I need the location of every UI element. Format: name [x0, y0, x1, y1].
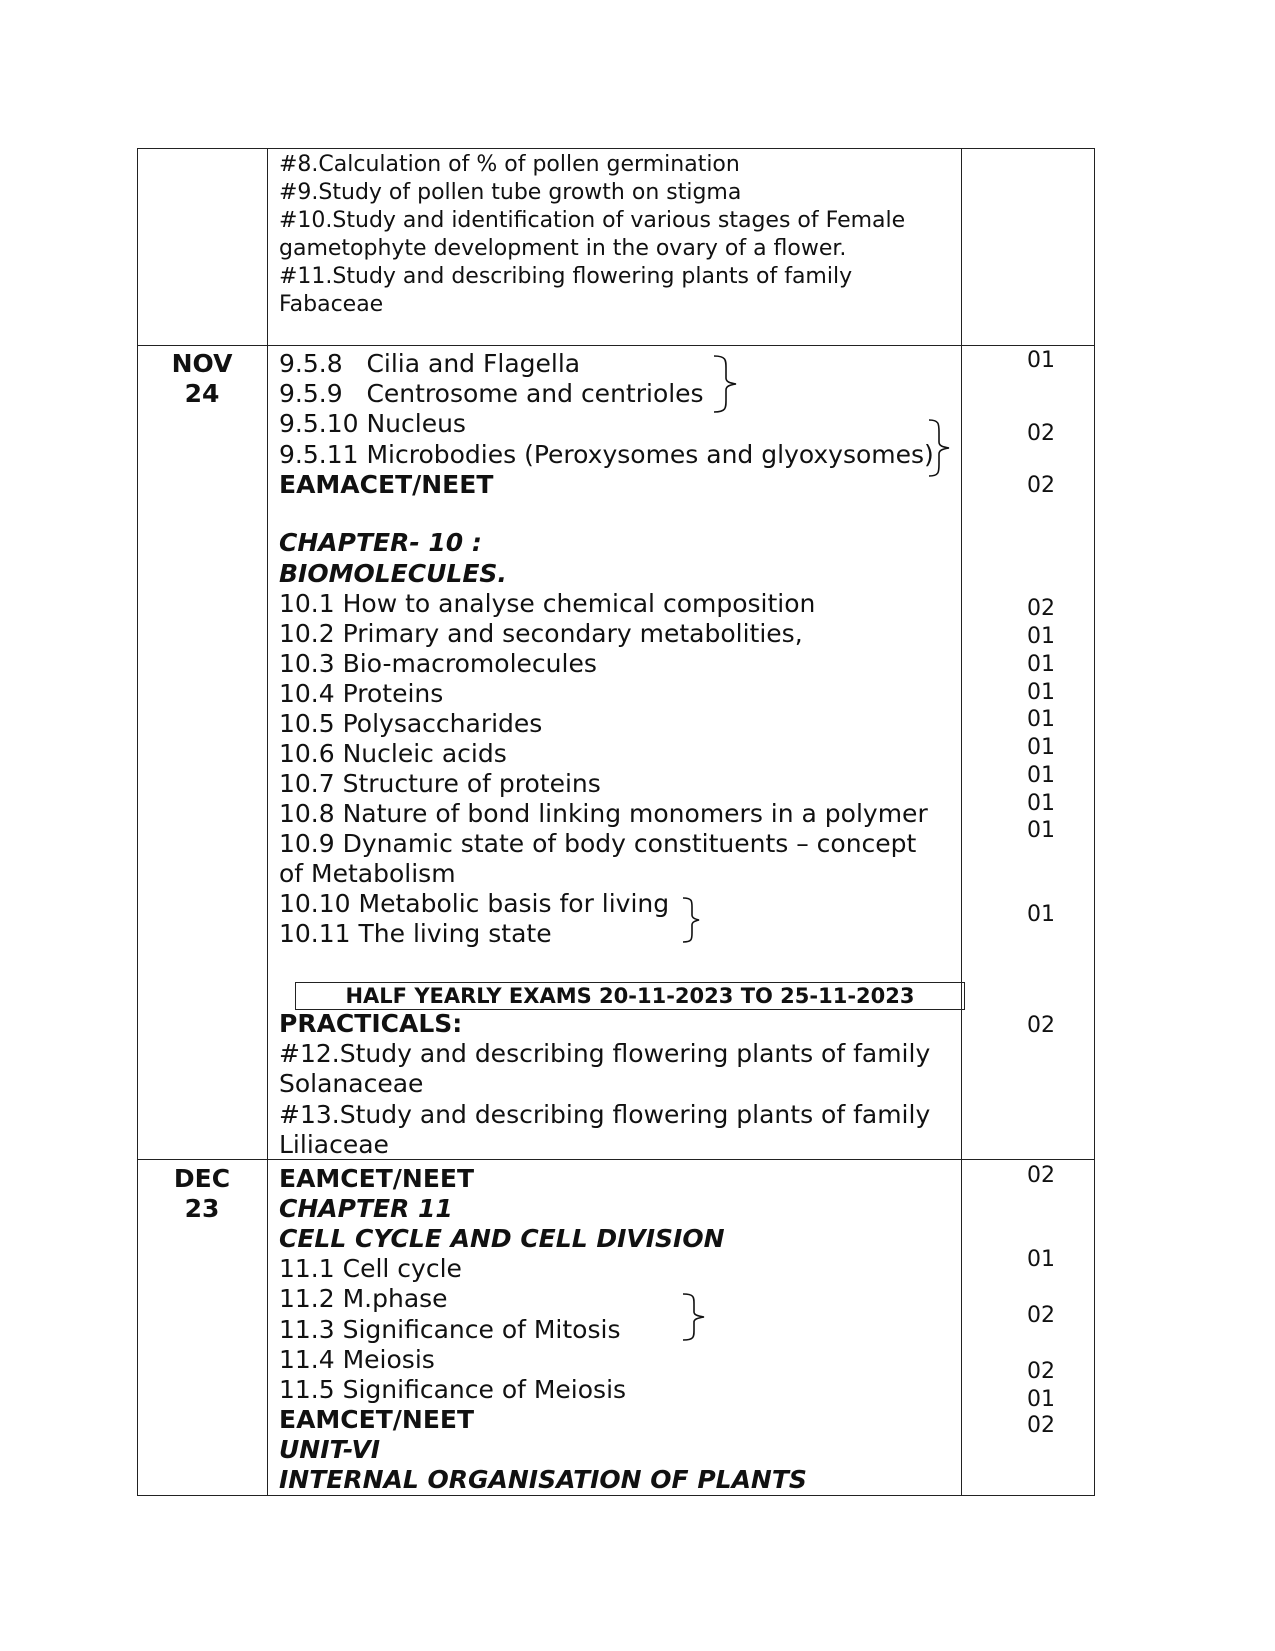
practical-item-13: #13.Study and describing flowering plants of family — [279, 1100, 931, 1129]
topic-9-5-8: 9.5.8 Cilia and Flagella — [279, 349, 581, 378]
period-value: 01 — [1027, 680, 1055, 705]
unit-heading: UNIT-VI — [279, 1435, 381, 1464]
exam-banner: HALF YEARLY EXAMS 20-11-2023 TO 25-11-2023 — [295, 982, 965, 1010]
topic-11-3: 11.3 Significance of Mitosis — [279, 1315, 621, 1344]
period-value: 01 — [1027, 735, 1055, 760]
period-value: 02 — [1027, 1303, 1055, 1328]
brace-icon — [680, 896, 710, 946]
period-value: 01 — [1027, 902, 1055, 927]
topic-10-9: 10.9 Dynamic state of body constituents – concept — [279, 829, 917, 858]
exam-label: EAMACET/NEET — [279, 470, 494, 499]
chapter-heading: CHAPTER 11 — [279, 1194, 453, 1223]
period-value: 02 — [1027, 1163, 1055, 1188]
table-row-2-col-month — [137, 345, 268, 1160]
period-value: 02 — [1027, 1013, 1055, 1038]
month-week: 23 — [184, 1194, 220, 1223]
period-value: 01 — [1027, 348, 1055, 373]
table-row-1-col-month — [137, 148, 268, 346]
topic-10-7: 10.7 Structure of proteins — [279, 769, 601, 798]
topic-10-3: 10.3 Bio-macromolecules — [279, 649, 597, 678]
topic-10-5: 10.5 Polysaccharides — [279, 709, 543, 738]
unit-title: INTERNAL ORGANISATION OF PLANTS — [279, 1465, 807, 1494]
exam-label: EAMCET/NEET — [279, 1405, 475, 1434]
topic-11-2: 11.2 M.phase — [279, 1284, 448, 1313]
topic-10-10: 10.10 Metabolic basis for living — [279, 889, 670, 918]
topic-10-11: 10.11 The living state — [279, 919, 552, 948]
brace-icon — [925, 418, 965, 478]
period-value: 02 — [1027, 473, 1055, 498]
month-label: NOV — [171, 349, 233, 378]
period-value: 01 — [1027, 791, 1055, 816]
topic-11-4: 11.4 Meiosis — [279, 1345, 435, 1374]
practical-item-13-cont: Liliaceae — [279, 1130, 389, 1159]
period-value: 01 — [1027, 707, 1055, 732]
period-value: 02 — [1027, 1413, 1055, 1438]
topic-9-5-9: 9.5.9 Centrosome and centrioles — [279, 379, 704, 408]
period-value: 01 — [1027, 818, 1055, 843]
period-value: 01 — [1027, 1247, 1055, 1272]
topic-10-8: 10.8 Nature of bond linking monomers in a polymer — [279, 799, 928, 828]
practical-item-10-cont: gametophyte development in the ovary of a flower. — [279, 236, 847, 261]
topic-11-1: 11.1 Cell cycle — [279, 1254, 462, 1283]
chapter-title: BIOMOLECULES. — [279, 559, 507, 588]
table-row-1-col-periods — [961, 148, 1095, 346]
topic-10-1: 10.1 How to analyse chemical composition — [279, 589, 816, 618]
practical-item-12: #12.Study and describing flowering plants of family — [279, 1039, 931, 1068]
period-value: 02 — [1027, 421, 1055, 446]
topic-10-6: 10.6 Nucleic acids — [279, 739, 507, 768]
brace-icon — [680, 1292, 720, 1344]
brace-icon — [710, 354, 750, 414]
exam-label: EAMCET/NEET — [279, 1164, 475, 1193]
chapter-title: CELL CYCLE AND CELL DIVISION — [279, 1224, 725, 1253]
topic-11-5: 11.5 Significance of Meiosis — [279, 1375, 627, 1404]
month-label: DEC — [173, 1164, 231, 1193]
period-value: 01 — [1027, 763, 1055, 788]
topic-10-9-cont: of Metabolism — [279, 859, 456, 888]
period-value: 01 — [1027, 624, 1055, 649]
practical-item-8: #8.Calculation of % of pollen germination — [279, 152, 740, 177]
practical-item-12-cont: Solanaceae — [279, 1069, 424, 1098]
chapter-heading: CHAPTER- 10 : — [279, 528, 482, 557]
period-value: 01 — [1027, 652, 1055, 677]
practicals-heading: PRACTICALS: — [279, 1009, 463, 1038]
topic-9-5-10: 9.5.10 Nucleus — [279, 409, 466, 438]
topic-10-4: 10.4 Proteins — [279, 679, 444, 708]
practical-item-11-cont: Fabaceae — [279, 292, 384, 317]
period-value: 02 — [1027, 596, 1055, 621]
topic-9-5-11: 9.5.11 Microbodies (Peroxysomes and glyoxysomes) — [279, 440, 934, 469]
practical-item-10: #10.Study and identification of various stages of Female — [279, 208, 906, 233]
practical-item-11: #11.Study and describing flowering plants of family — [279, 264, 853, 289]
period-value: 02 — [1027, 1359, 1055, 1384]
topic-10-2: 10.2 Primary and secondary metabolities, — [279, 619, 803, 648]
period-value: 01 — [1027, 1387, 1055, 1412]
practical-item-9: #9.Study of pollen tube growth on stigma — [279, 180, 742, 205]
month-week: 24 — [184, 379, 220, 408]
